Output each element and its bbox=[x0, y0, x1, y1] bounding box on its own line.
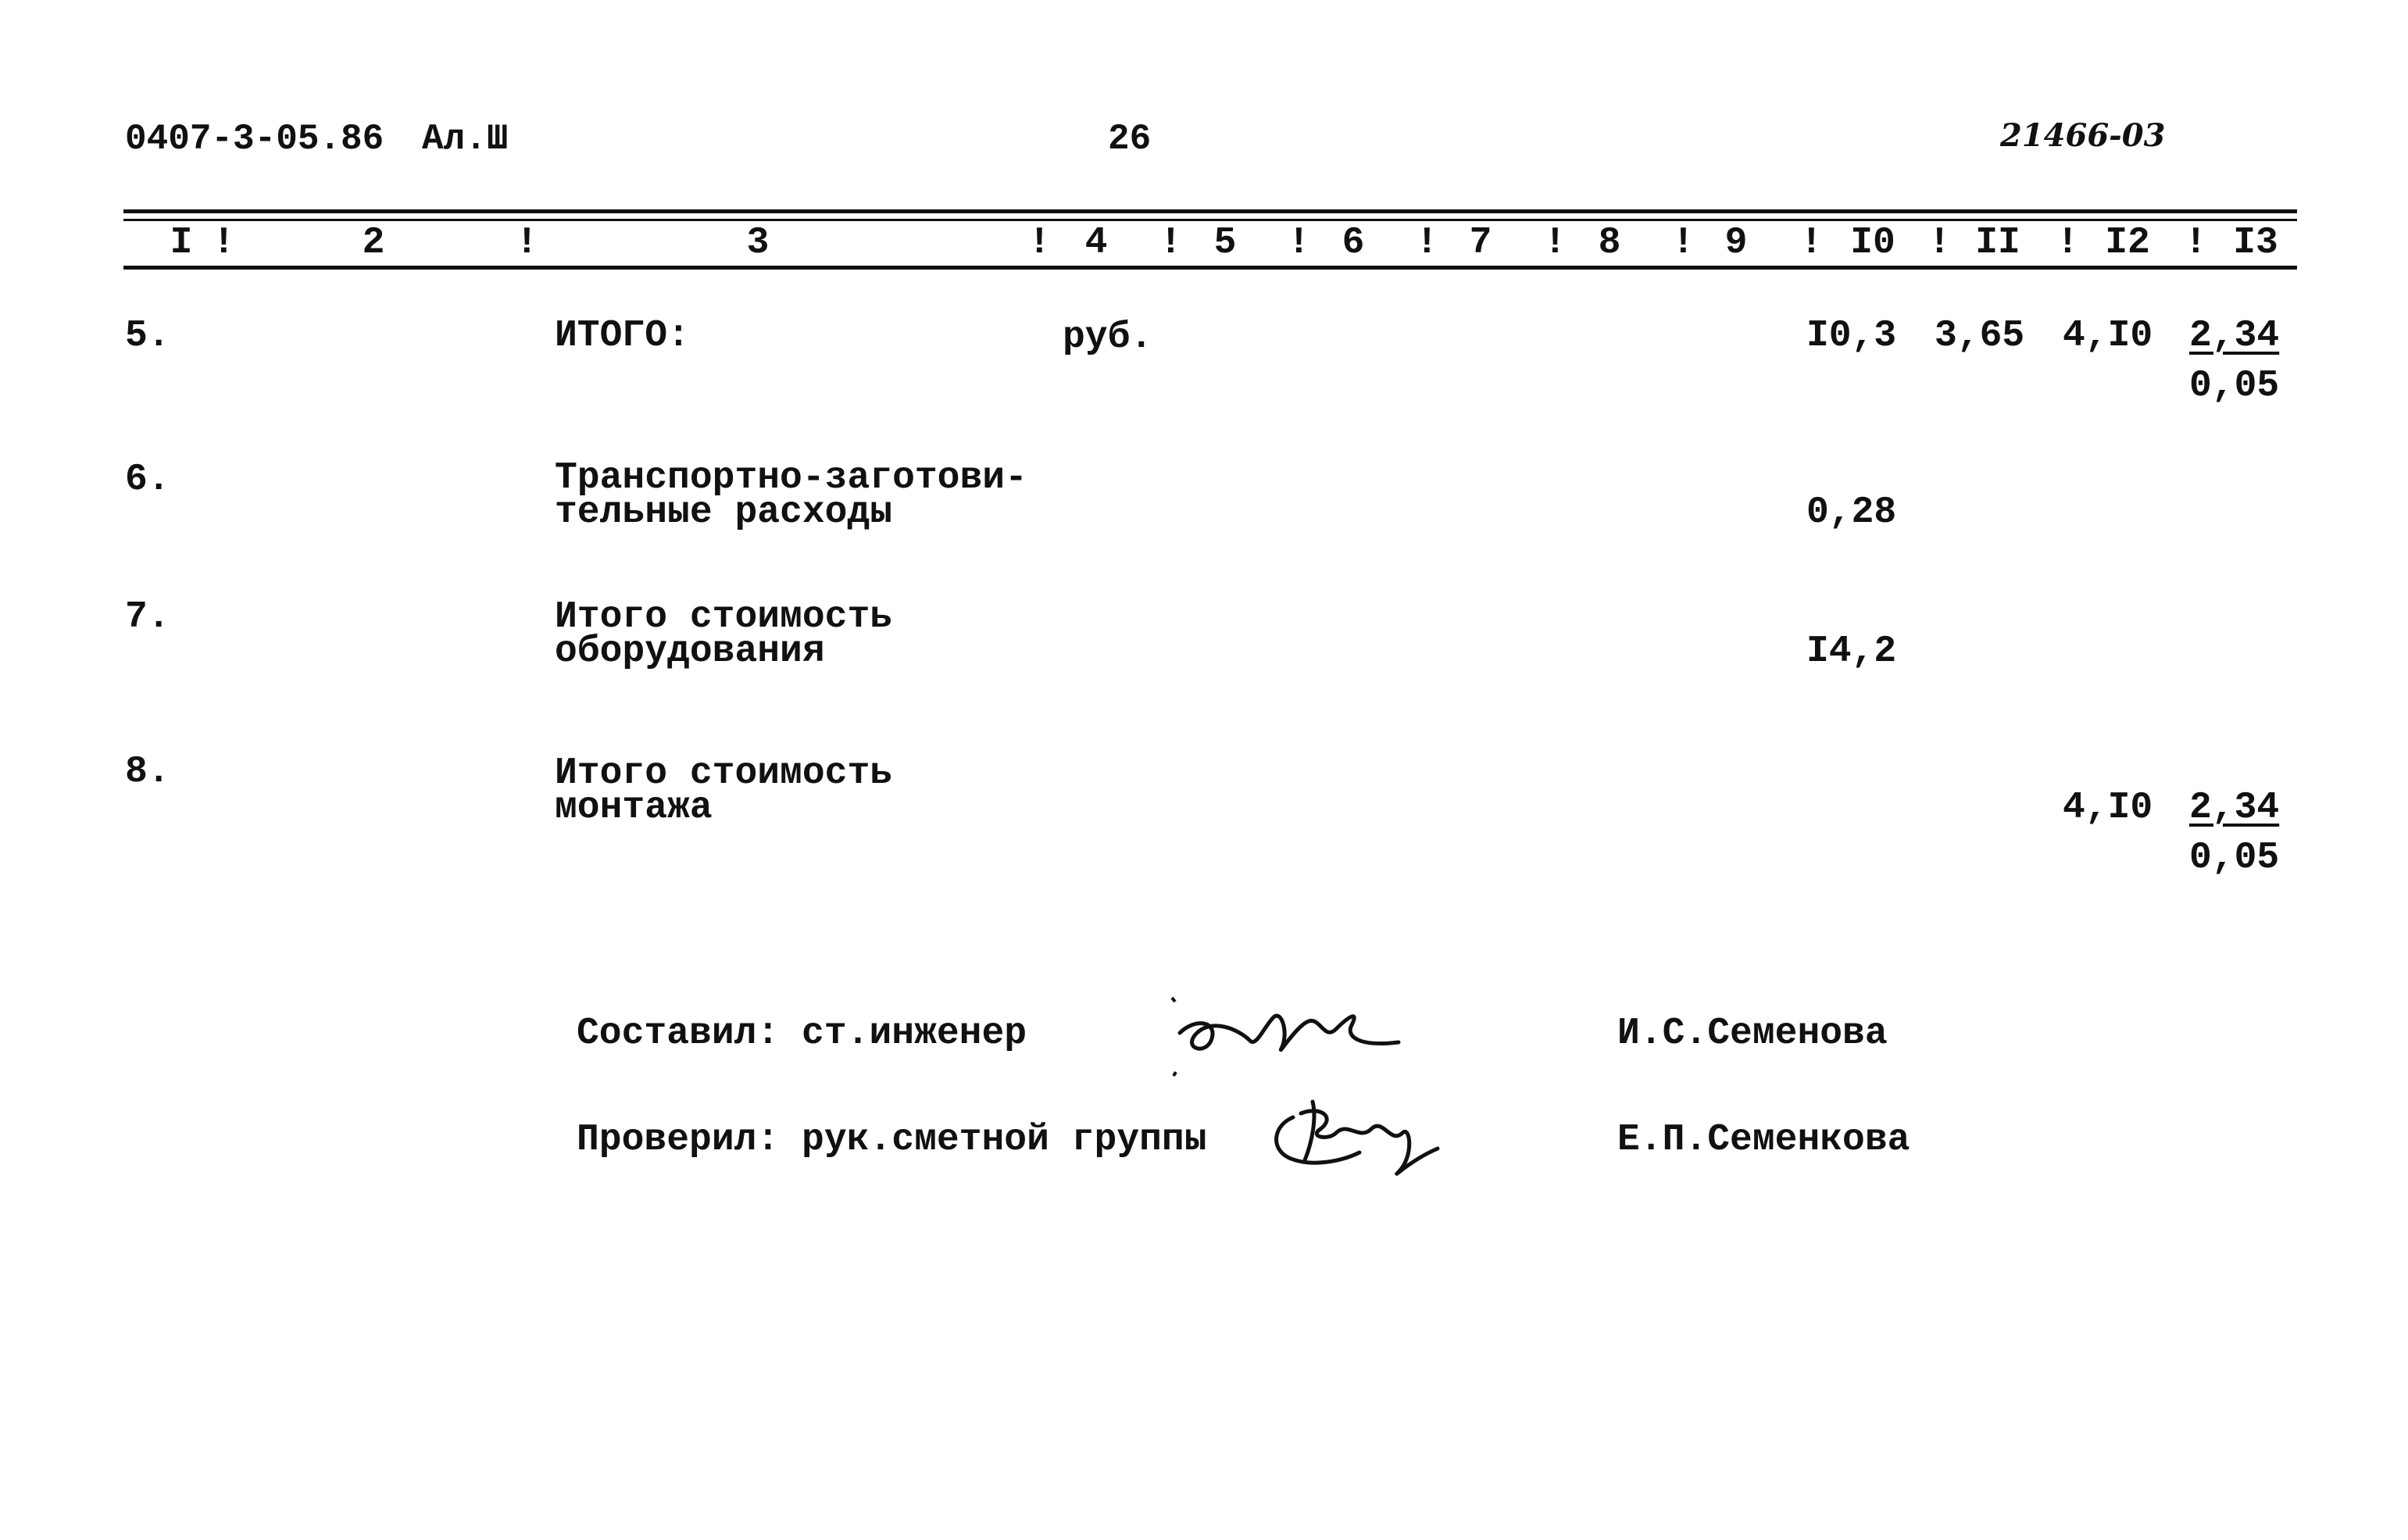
row-name-line-1: Итого стоимость bbox=[555, 596, 893, 638]
column-number: 4 bbox=[1084, 222, 1108, 264]
cell-col-10: I0,3 bbox=[1806, 315, 1897, 357]
table-top-rule-inner bbox=[123, 219, 2297, 221]
column-number: 3 bbox=[746, 222, 770, 264]
row-name-line-1: Итого стоимость bbox=[555, 752, 893, 795]
column-number: 6 bbox=[1342, 222, 1365, 264]
cell-col-11: 3,65 bbox=[1935, 315, 2025, 357]
column-number: 7 bbox=[1469, 222, 1492, 264]
row-name-line-2: монтажа bbox=[555, 787, 713, 829]
row-unit: руб. bbox=[1063, 316, 1153, 359]
compiler-name: И.С.Семенова bbox=[1617, 1013, 1888, 1055]
cell-col-13-denominator: 0,05 bbox=[2189, 365, 2280, 407]
column-number: 8 bbox=[1598, 222, 1621, 264]
compiler-signature bbox=[1164, 986, 1422, 1080]
cell-col-13-numerator: 2,34 bbox=[2189, 787, 2280, 829]
column-separator: ! bbox=[1800, 222, 1823, 264]
cell-col-10: I4,2 bbox=[1806, 631, 1897, 673]
column-separator: ! bbox=[1672, 222, 1695, 264]
column-number: 5 bbox=[1213, 222, 1237, 264]
row-name-line-2: тельные расходы bbox=[555, 491, 893, 534]
compiled-by-label: Составил: ст.инженер bbox=[577, 1013, 1027, 1055]
column-number: 9 bbox=[1724, 222, 1748, 264]
column-separator: ! bbox=[213, 222, 235, 264]
column-separator: ! bbox=[1416, 222, 1438, 264]
album-sheet-label: Ал.Ш bbox=[422, 119, 509, 159]
inventory-number: 21466-03 bbox=[2000, 117, 2166, 154]
document-code: 0407-3-05.86 bbox=[125, 119, 384, 159]
cell-col-12: 4,I0 bbox=[2063, 315, 2153, 357]
row-name-line-1: Транспортно-заготови- bbox=[555, 457, 1027, 499]
column-number: II bbox=[1975, 222, 2020, 264]
column-number: I2 bbox=[2105, 222, 2150, 264]
cell-col-13-denominator: 0,05 bbox=[2189, 837, 2280, 879]
column-number: I3 bbox=[2233, 222, 2278, 264]
column-separator: ! bbox=[1028, 222, 1051, 264]
row-number: 8. bbox=[125, 751, 170, 793]
column-number: 2 bbox=[362, 222, 385, 264]
row-name-line-2: оборудования bbox=[555, 631, 825, 673]
column-separator: ! bbox=[2056, 222, 2079, 264]
column-separator: ! bbox=[1928, 222, 1951, 264]
page-number: 26 bbox=[1108, 119, 1152, 159]
column-separator: ! bbox=[1288, 222, 1310, 264]
cell-col-12: 4,I0 bbox=[2063, 787, 2153, 829]
table-header-rule bbox=[123, 266, 2297, 270]
checked-by-label: Проверил: рук.сметной группы bbox=[577, 1119, 1207, 1161]
row-number: 6. bbox=[125, 459, 170, 501]
cell-col-10: 0,28 bbox=[1806, 491, 1897, 534]
column-separator: ! bbox=[1544, 222, 1567, 264]
column-separator: ! bbox=[2185, 222, 2207, 264]
row-name: ИТОГО: bbox=[555, 315, 690, 357]
checker-signature bbox=[1258, 1086, 1469, 1188]
table-top-rule bbox=[123, 209, 2297, 213]
column-number: I bbox=[170, 222, 193, 264]
row-number: 7. bbox=[125, 596, 170, 638]
column-separator: ! bbox=[516, 222, 538, 264]
cell-col-13-numerator: 2,34 bbox=[2189, 315, 2280, 357]
row-number: 5. bbox=[125, 315, 170, 357]
column-number: I0 bbox=[1850, 222, 1895, 264]
column-separator: ! bbox=[1159, 222, 1182, 264]
checker-name: Е.П.Семенкова bbox=[1617, 1119, 1910, 1161]
